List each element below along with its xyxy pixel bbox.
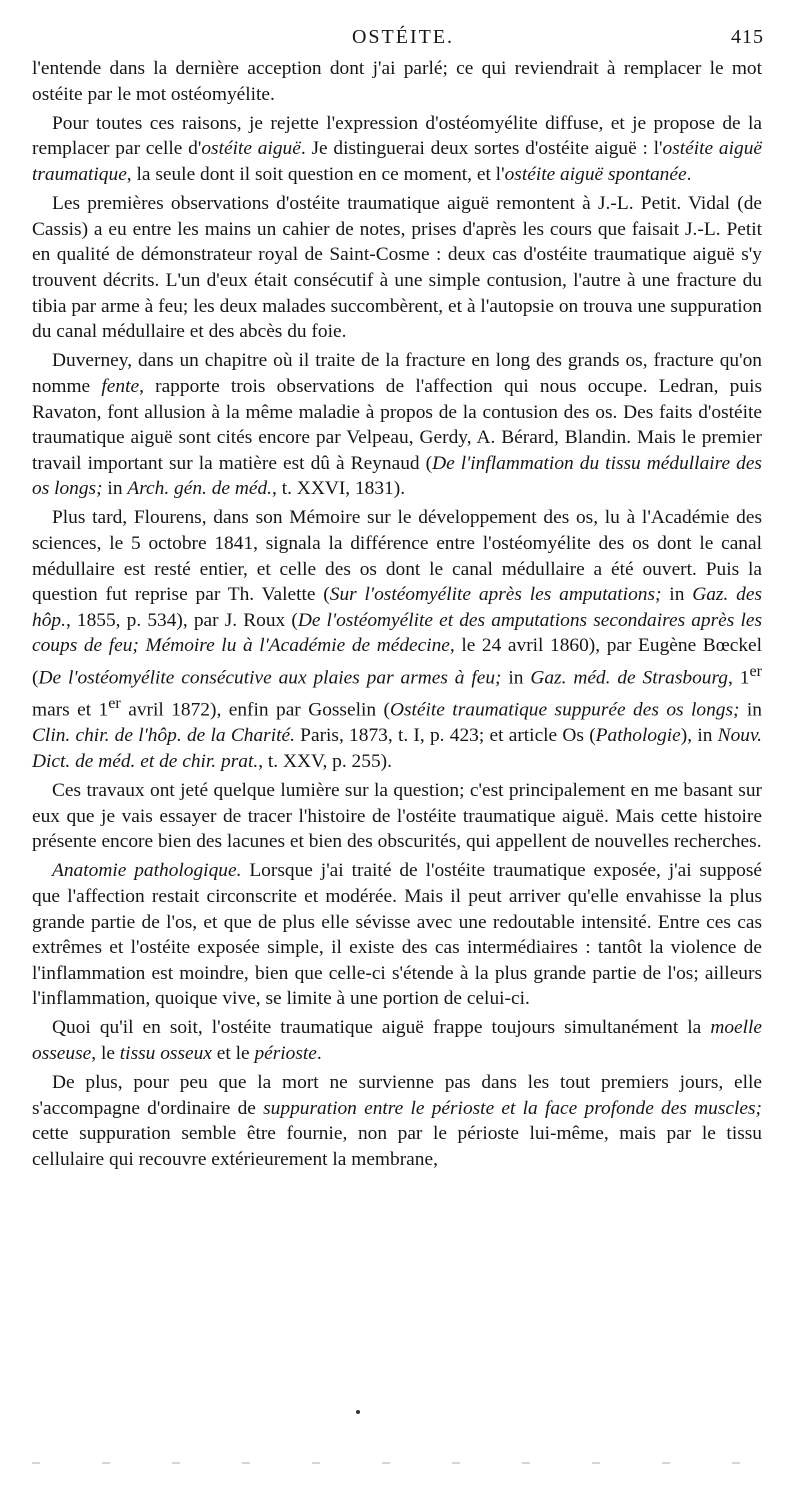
italic-text: De l'ostéomyélite et des amputations secondaires après les coups de feu; Mémoire lu à l'Académie de médecine: [32, 609, 762, 657]
italic-text: suppuration entre le périoste et la face profonde des muscles;: [263, 1097, 762, 1119]
text-run: , t. XXVI, 1831).: [272, 478, 406, 500]
running-head: [32, 26, 762, 56]
paragraph: [32, 1015, 762, 1066]
text-run: , 1: [728, 667, 750, 689]
text-run: Plus tard, Flourens, dans son Mémoire sur le développement des os, lu à l'Académie des sciences, le 5 octobre 1841, signala la différence entre l'ostéomyélite des os dont le canal médullaire est resté entier, et celle des os dont le canal médullaire a été ouvert. Puis la question fut reprise par Th. Valette (: [32, 507, 762, 606]
page-number: 415: [731, 26, 764, 48]
text-run: Paris, 1873, t. I, p. 423; et article Os (: [294, 725, 596, 747]
running-title: OSTÉITE.: [351, 26, 455, 48]
text-run: Pour toutes ces raisons, je rejette l'expression d'ostéomyélite diffuse, et je propose de la remplacer par celle d': [32, 112, 762, 160]
print-speck: [356, 1410, 360, 1414]
italic-text: Gaz. méd. de Strasbourg: [530, 667, 729, 689]
italic-text: Anatomie pathologique.: [52, 860, 242, 882]
text-run: De plus, pour peu que la mort ne survienne pas dans les tout premiers jours, elle s'accompagne d'ordinaire de: [32, 1072, 762, 1119]
text-run: , le: [91, 1043, 120, 1065]
body-text: [32, 56, 762, 1173]
text-run: in: [501, 667, 531, 689]
paragraph: [32, 56, 762, 107]
italic-text: ostéite aiguë: [201, 138, 301, 160]
text-run: in: [661, 584, 693, 606]
paragraph: [32, 191, 762, 345]
text-run: avril 1872), enfin par Gosselin (: [120, 699, 390, 721]
paragraph: [32, 778, 762, 855]
bottom-scan-noise: [32, 1462, 752, 1464]
italic-text: tissu osseux: [119, 1043, 212, 1065]
paragraph: [32, 858, 762, 1012]
italic-text: Arch. gén. de méd.: [127, 478, 273, 500]
italic-text: fente: [101, 375, 140, 397]
superscript: er: [749, 663, 762, 681]
italic-text: Gaz. des hôp.: [32, 584, 763, 631]
book-page: [32, 26, 762, 1173]
text-run: , 1855, p. 534), par J. Roux (: [65, 609, 298, 631]
italic-text: périoste: [254, 1043, 317, 1065]
text-run: cette suppuration semble être fournie, non par le périoste lui-même, mais par le tissu cellulaire qui recouvre extérieurement la membrane,: [32, 1123, 762, 1171]
text-run: mars et 1: [32, 699, 109, 721]
text-run: l'entende dans la dernière acception dont j'ai parlé; ce qui reviendrait à remplacer le mot ostéite par le mot ostéomyélite.: [32, 58, 762, 105]
italic-text: Sur l'ostéomyélite après les amputations;: [329, 584, 662, 606]
paragraph: [32, 505, 762, 774]
text-run: , le 24 avril 1860), par Eugène Bœckel (: [32, 635, 763, 689]
paragraph: [32, 1070, 762, 1172]
text-run: Lorsque j'ai traité de l'ostéite traumatique exposée, j'ai supposé que l'affection restait circonscrite et modérée. Mais il peut arriver qu'elle envahisse la plus grande partie de l'os, et que de plus elle sévisse avec une redoutable intensité. Entre ces cas extrêmes et l'ostéite exposée simple, il existe des cas intermédiaires : tantôt la violence de l'inflammation est moindre, bien que celle-ci s'étende à la plus grande partie de l'os; ailleurs l'inflammation, quoique vive, se limite à une portion de celui-ci.: [32, 860, 763, 1010]
italic-text: moelle osseuse: [32, 1017, 762, 1065]
text-run: .: [686, 163, 692, 185]
italic-text: De l'ostéomyélite consécutive aux plaies par armes à feu;: [38, 667, 502, 689]
italic-text: Clin. chir. de l'hôp. de la Charité.: [32, 725, 295, 747]
paragraph: [32, 111, 762, 188]
italic-text: ostéite aiguë spontanée: [504, 163, 687, 185]
italic-text: Pathologie: [595, 725, 681, 747]
text-run: Quoi qu'il en soit, l'ostéite traumatique aiguë frappe toujours simultanément la: [52, 1017, 711, 1039]
text-run: in: [739, 699, 762, 721]
text-run: Ces travaux ont jeté quelque lumière sur la question; c'est principalement en me basant sur eux que je vais essayer de tracer l'histoire de l'ostéite traumatique aiguë. Mais cette histoire présente encore bien des lacunes et bien des obscurités, qui appellent de nouvelles recherches.: [32, 779, 762, 853]
paragraph: [32, 348, 762, 502]
text-run: . Je distinguerai deux sortes d'ostéite aiguë : l': [300, 138, 663, 160]
italic-text: De l'inflammation du tissu médullaire des os longs;: [32, 452, 762, 500]
text-run: Duverney, dans un chapitre où il traite de la fracture en long des grands os, fracture qu'on nomme: [32, 350, 762, 397]
text-run: in: [102, 478, 128, 500]
text-run: , la seule dont il soit question en ce moment, et l': [126, 163, 505, 185]
superscript: er: [108, 695, 121, 713]
text-run: .: [316, 1043, 322, 1065]
italic-text: ostéite aiguë traumatique: [32, 138, 762, 185]
italic-text: Nouv. Dict. de méd. et de chir. prat.: [32, 725, 762, 772]
text-run: , rapporte trois observations de l'affection qui nous occupe. Ledran, puis Ravaton, font allusion à la même maladie à propos de la contusion des os. Des faits d'ostéite traumatique aiguë sont cités encore par Velpeau, Gerdy, A. Bérard, Blandin. Mais le premier travail important sur la matière est dû à Reynaud (: [32, 375, 762, 474]
text-run: ), in: [680, 725, 718, 747]
italic-text: Ostéite traumatique suppurée des os longs;: [389, 699, 740, 721]
text-run: Les premières observations d'ostéite traumatique aiguë remontent à J.-L. Petit. Vidal (de Cassis) a eu entre les mains un cahier de notes, prises d'après les cours que faisait J.-L. Petit en qualité de démonstrateur royal de Saint-Cosme : deux cas d'ostéite traumatique aiguë s'y trouvent décrits. L'un d'eux était consécutif à une simple contusion, l'autre à une fracture du tibia par arme à feu; les deux malades succombèrent, et à l'autopsie on trouva une suppuration du canal médullaire et des abcès du foie.: [32, 193, 762, 343]
text-run: , t. XXV, p. 255).: [258, 750, 392, 772]
text-run: et le: [211, 1043, 255, 1065]
